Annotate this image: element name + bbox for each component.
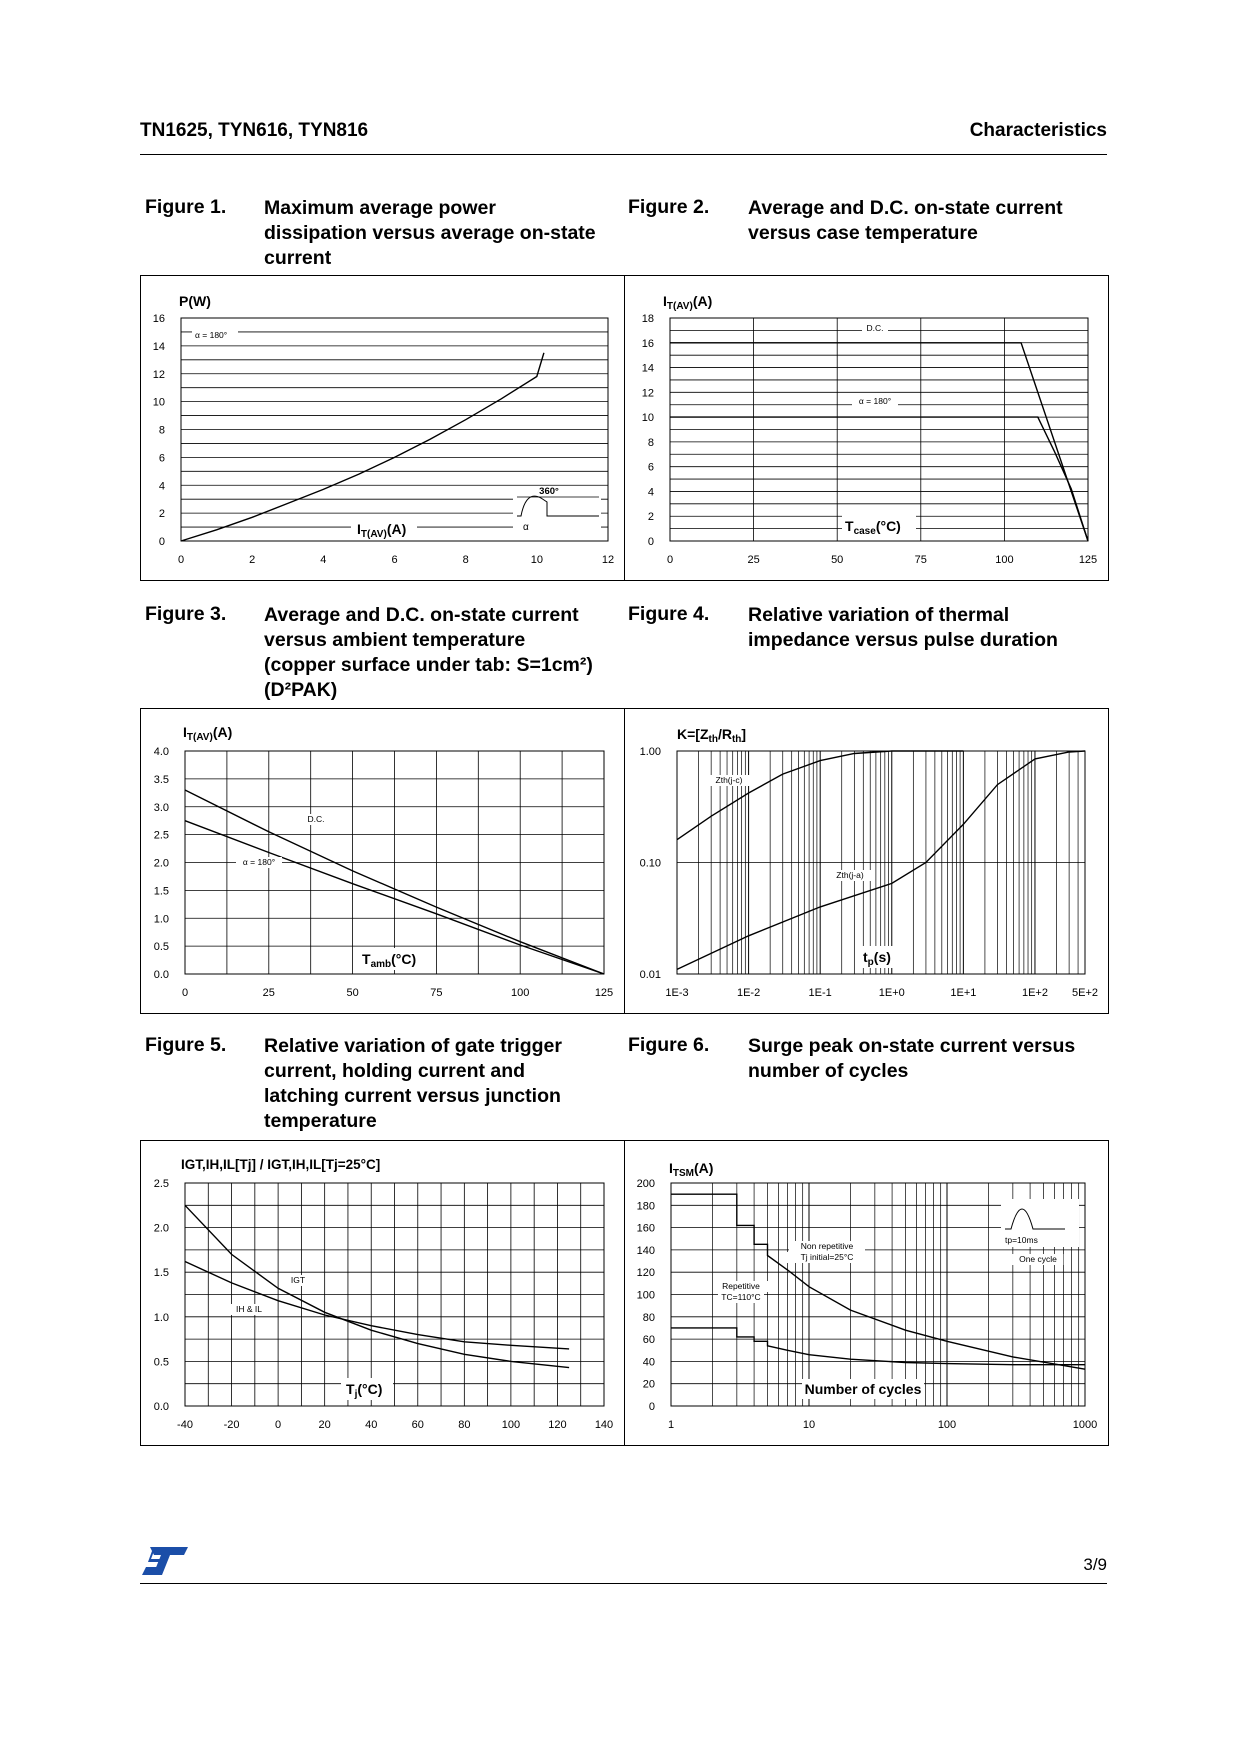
x-tick-label: 100 <box>511 987 530 999</box>
y-tick-label: 10 <box>152 396 165 409</box>
y-tick-label: 1.00 <box>639 746 661 758</box>
figure-6-title <box>748 1034 1075 1084</box>
annotation-dc: D.C. <box>866 323 884 333</box>
x-tick-label: 10 <box>530 554 543 566</box>
y-tick-label: 6 <box>647 461 654 474</box>
figure-4-panel <box>624 708 1109 1014</box>
x-tick-label: 75 <box>430 987 443 999</box>
figure-3-chart <box>141 709 625 1013</box>
y-tick-label: 0.5 <box>153 1356 169 1369</box>
y-axis-label: P(W) <box>179 293 211 309</box>
y-tick-label: 12 <box>152 368 165 381</box>
y-tick-label: 200 <box>636 1178 655 1190</box>
annotation-alpha-180: α = 180° <box>858 396 892 406</box>
x-tick-label: 1000 <box>1072 1419 1098 1431</box>
x-tick-label: 20 <box>318 1419 331 1431</box>
annotation-ih-il: IH & IL <box>236 1304 262 1314</box>
figure-5-title-line: Relative variation of gate trigger <box>264 1035 562 1057</box>
x-tick-label: 120 <box>548 1419 567 1431</box>
figure-4-title-line: impedance versus pulse duration <box>748 629 1058 651</box>
figure-2-title-line: versus case temperature <box>748 222 978 244</box>
y-tick-label: 18 <box>641 313 654 325</box>
y-tick-label: 12 <box>641 387 654 400</box>
y-tick-label: 8 <box>647 436 654 449</box>
x-tick-label: 1E+1 <box>950 987 977 999</box>
y-tick-label: 2 <box>158 508 165 521</box>
header-rule <box>140 154 1107 155</box>
figure-1-title-line: current <box>264 247 332 269</box>
y-tick-label: 80 <box>642 1311 655 1324</box>
figure-5-title <box>264 1034 562 1134</box>
y-tick-label: 3.0 <box>153 801 169 814</box>
annotation-tc: TC=110°C <box>721 1292 761 1302</box>
figure-4-title-line: Relative variation of thermal <box>748 604 1010 626</box>
x-tick-label: 8 <box>462 554 469 566</box>
x-axis-label: $T_{amb}(^\circ C)$ <box>362 951 417 970</box>
y-axis-label: IGT,IH,IL[Tj] / IGT,IH,IL[Tj=25°C] <box>181 1157 381 1172</box>
y-tick-label: 0.0 <box>153 1401 169 1413</box>
annotation-alpha-180: α = 180° <box>242 857 276 867</box>
section-title: Characteristics <box>969 120 1107 141</box>
y-axis-label: $I_{TSM}(A)$ <box>669 1160 714 1179</box>
st-logo <box>140 1545 190 1577</box>
figure-2-panel <box>624 275 1109 581</box>
document-header-title: TN1625, TYN616, TYN816 <box>140 120 369 141</box>
annotation-dc: D.C. <box>307 814 325 824</box>
figure-3-panel <box>140 708 626 1014</box>
figure-5-number: Figure 5. <box>145 1034 227 1056</box>
x-axis-label: $t_p(s)$ <box>863 949 891 968</box>
x-tick-label: 0 <box>275 1419 282 1431</box>
x-tick-label: 40 <box>365 1419 378 1431</box>
annotation-tp: tp=10ms <box>1005 1235 1038 1245</box>
figure-3-title <box>264 603 593 703</box>
annotation-one-cycle: One cycle <box>1019 1254 1057 1264</box>
x-tick-label: 25 <box>747 554 760 566</box>
figure-2-number: Figure 2. <box>628 196 710 218</box>
x-tick-label: 0 <box>666 554 674 566</box>
x-tick-label: 50 <box>346 987 359 999</box>
y-tick-label: 160 <box>636 1222 655 1235</box>
x-tick-label: 10 <box>802 1419 816 1431</box>
y-tick-label: 2 <box>647 511 654 524</box>
x-tick-label: 1E-1 <box>808 987 832 999</box>
y-tick-label: 14 <box>152 340 165 353</box>
figure-5-chart <box>141 1141 625 1445</box>
y-tick-label: 4 <box>158 480 165 493</box>
figure-3-title-line: (copper surface under tab: S=1cm²) <box>264 654 593 676</box>
annotation-igt: IGT <box>290 1275 306 1285</box>
y-tick-label: 6 <box>158 452 165 465</box>
y-tick-label: 0.10 <box>639 857 661 870</box>
x-tick-label: 0 <box>181 987 189 999</box>
x-axis-label: Number of cycles <box>804 1381 922 1397</box>
x-tick-label: 4 <box>320 554 327 566</box>
figure-2-chart <box>625 276 1108 580</box>
x-tick-label: 100 <box>995 554 1014 566</box>
figure-1-title <box>264 196 596 271</box>
figure-1-chart <box>141 276 625 580</box>
footer-rule <box>140 1583 1107 1584</box>
figure-1-title-line: dissipation versus average on-state <box>264 222 596 244</box>
figure-6-panel <box>624 1140 1109 1446</box>
y-tick-label: 2.5 <box>153 829 169 842</box>
y-tick-label: 0 <box>648 1401 655 1413</box>
x-axis-label: $I_{T(AV)}(A)$ <box>357 521 407 540</box>
figure-5-title-line: current, holding current and <box>264 1060 526 1082</box>
y-tick-label: 4 <box>647 486 654 499</box>
figure-6-number: Figure 6. <box>628 1034 710 1056</box>
figure-2-title-line: Average and D.C. on-state current <box>748 197 1063 219</box>
x-tick-label: 125 <box>1078 554 1098 566</box>
x-tick-label: 5E+2 <box>1072 987 1098 999</box>
annotation-alpha-180: α = 180° <box>195 330 228 340</box>
y-tick-label: 0.0 <box>153 969 169 981</box>
x-tick-label: 100 <box>937 1419 957 1431</box>
figure-6-title-line: Surge peak on-state current versus <box>748 1035 1076 1057</box>
x-tick-label: -40 <box>177 1419 193 1431</box>
figure-1-number: Figure 1. <box>145 196 227 218</box>
y-axis-label: $I_{T(AV)}(A)$ <box>183 724 233 743</box>
figure-5-panel <box>140 1140 626 1446</box>
x-tick-label: 80 <box>458 1419 471 1431</box>
y-tick-label: 0.5 <box>153 941 169 954</box>
x-tick-label: 1E-3 <box>665 987 689 999</box>
y-tick-label: 100 <box>636 1289 655 1302</box>
y-tick-label: 140 <box>636 1244 655 1257</box>
x-tick-label: 1E-2 <box>736 987 761 999</box>
x-tick-label: 1E+2 <box>1021 987 1048 999</box>
figure-2-title <box>748 196 1063 246</box>
y-tick-label: 14 <box>641 362 654 375</box>
y-tick-label: 16 <box>641 337 654 350</box>
figure-6-chart <box>625 1141 1108 1445</box>
figure-6-title-line: number of cycles <box>748 1060 909 1082</box>
figure-3-title-line: versus ambient temperature <box>264 629 526 651</box>
y-tick-label: 40 <box>642 1356 655 1369</box>
y-tick-label: 8 <box>158 424 165 437</box>
figure-5-title-line: latching current versus junction <box>264 1085 561 1107</box>
y-axis-label: $K=[Z_{th}/R_{th}]$ <box>677 726 747 745</box>
y-tick-label: 3.5 <box>153 773 169 786</box>
inset-period-label: 360° <box>539 486 559 497</box>
annotation-repetitive: Repetitive <box>722 1281 760 1291</box>
x-tick-label: 50 <box>831 554 844 566</box>
y-tick-label: 120 <box>636 1267 655 1280</box>
figure-4-chart <box>625 709 1108 1013</box>
figure-1-panel <box>140 275 626 581</box>
page-number: 3/9 <box>1083 1555 1107 1574</box>
figure-3-title-line: (D²PAK) <box>264 679 338 701</box>
x-tick-label: 100 <box>501 1419 521 1431</box>
x-tick-label: 25 <box>262 987 275 999</box>
figure-4-number: Figure 4. <box>628 603 710 625</box>
figure-4-title <box>748 603 1058 653</box>
x-tick-label: 140 <box>594 1419 614 1431</box>
annotation-non-repetitive: Non repetitive <box>800 1241 854 1251</box>
x-tick-label: -20 <box>223 1419 240 1431</box>
x-tick-label: 125 <box>594 987 614 999</box>
annotation-tj-initial: Tj initial=25°C <box>800 1252 854 1262</box>
y-tick-label: 2.0 <box>153 1222 169 1235</box>
y-axis-label: $I_{T(AV)}(A)$ <box>663 293 713 312</box>
figure-3-number: Figure 3. <box>145 603 227 625</box>
y-tick-label: 4.0 <box>153 746 169 758</box>
y-tick-label: 10 <box>641 412 654 425</box>
figure-3-title-line: Average and D.C. on-state current <box>264 604 579 626</box>
annotation-zth-jc: Zth(j-c) <box>715 775 743 785</box>
y-tick-label: 2.5 <box>153 1178 169 1190</box>
y-tick-label: 1.5 <box>153 885 169 898</box>
y-tick-label: 16 <box>152 313 165 325</box>
x-tick-label: 0 <box>177 554 185 566</box>
y-tick-label: 0 <box>158 536 165 548</box>
y-tick-label: 1.0 <box>153 1311 169 1324</box>
x-tick-label: 75 <box>914 554 927 566</box>
x-tick-label: 1E+0 <box>878 987 905 999</box>
x-tick-label: 1 <box>667 1419 675 1431</box>
y-tick-label: 180 <box>636 1200 655 1213</box>
x-tick-label: 12 <box>601 554 615 566</box>
inset-alpha-label: α <box>523 522 529 533</box>
x-tick-label: 6 <box>391 554 398 566</box>
x-axis-label: $T_{case}(^\circ C)$ <box>845 518 901 537</box>
y-tick-label: 1.5 <box>153 1267 169 1280</box>
x-tick-label: 60 <box>411 1419 424 1431</box>
figure-5-title-line: temperature <box>264 1110 377 1132</box>
y-tick-label: 20 <box>642 1378 655 1391</box>
x-tick-label: 2 <box>249 554 256 566</box>
y-tick-label: 0 <box>647 536 654 548</box>
y-tick-label: 0.01 <box>639 969 661 981</box>
x-axis-label: $T_j(^\circ C)$ <box>346 1381 383 1400</box>
figure-1-title-line: Maximum average power <box>264 197 496 219</box>
y-tick-label: 60 <box>642 1334 655 1347</box>
annotation-zth-ja: Zth(j-a) <box>836 870 864 880</box>
y-tick-label: 1.0 <box>153 913 169 926</box>
y-tick-label: 2.0 <box>153 857 169 870</box>
